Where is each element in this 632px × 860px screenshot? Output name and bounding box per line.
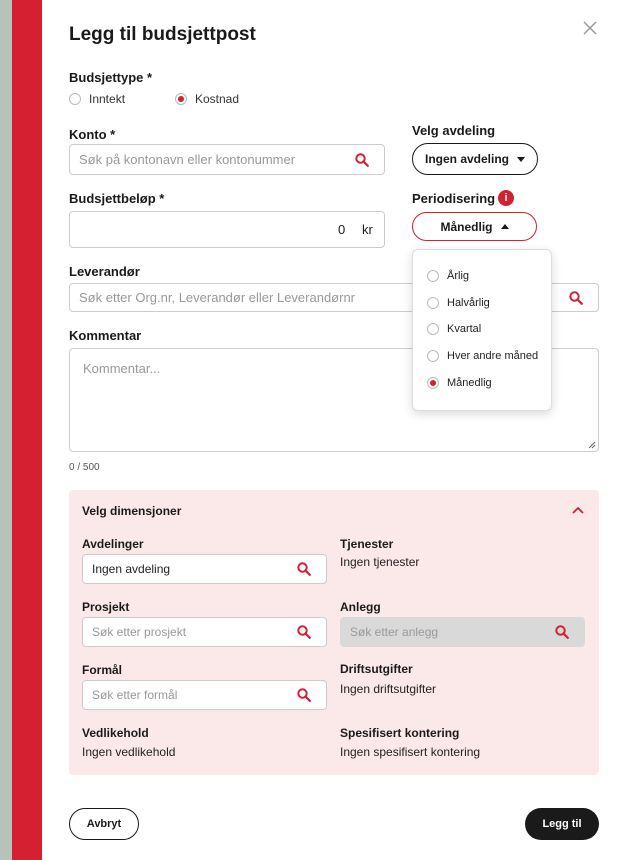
chevron-up-icon [501,224,509,229]
account-placeholder: Søk på kontonavn eller kontonummer [79,152,296,167]
search-icon [297,562,311,576]
radio-income[interactable] [69,92,125,106]
radio-circle [427,270,439,282]
dim-specified-value: Ingen spesifisert kontering [340,745,481,759]
search-icon [297,625,311,639]
period-option-yearly[interactable] [427,270,469,282]
brand-strip [12,0,42,860]
dim-specified-label: Spesifisert kontering [340,726,460,740]
period-option-label: Kvartal [447,323,482,335]
radio-expense-label: Kostnad [195,92,240,106]
comment-placeholder: Kommentar... [83,361,161,376]
amount-input[interactable] [69,211,385,248]
periodization-label: Periodisering [412,191,496,206]
chevron-up-icon[interactable] [571,504,585,516]
radio-expense[interactable] [175,92,239,106]
radio-circle-checked [427,377,439,389]
account-search-input[interactable] [69,144,385,175]
dim-purpose-placeholder: Søk etter formål [92,688,178,702]
periodization-value: Månedlig [440,219,493,234]
radio-circle [69,93,81,105]
supplier-label: Leverandør [69,264,140,279]
close-icon[interactable] [580,18,600,38]
dim-maintenance-value: Ingen vedlikehold [82,745,176,759]
budget-type-label: Budsjettype * [69,70,153,85]
dimensions-panel [69,490,599,775]
department-label: Velg avdeling [412,123,496,138]
resize-handle-icon[interactable] [588,441,596,449]
dim-facility-label: Anlegg [340,600,381,614]
period-option-label: Månedlig [447,377,492,389]
account-label: Konto * [69,127,116,142]
department-select[interactable] [412,143,538,175]
backdrop [0,0,12,860]
dim-departments-label: Avdelinger [82,537,144,551]
period-option-bimonthly[interactable] [427,350,538,362]
search-icon [569,291,583,305]
supplier-placeholder: Søk etter Org.nr, Leverandør eller Leverandørnr [79,290,356,305]
period-option-monthly[interactable] [427,377,492,389]
radio-circle [427,323,439,335]
comment-label: Kommentar [69,328,142,343]
add-button[interactable]: Legg til [525,808,599,840]
search-icon [355,153,369,167]
dim-project-placeholder: Søk etter prosjekt [92,625,187,639]
info-icon[interactable]: i [498,190,514,206]
dim-project-input[interactable] [82,617,327,647]
chevron-down-icon [517,157,525,162]
period-option-half-yearly[interactable] [427,297,490,309]
modal-title: Legg til budsjettpost [69,24,256,45]
amount-label: Budsjettbeløp * [69,191,165,206]
dim-operating-label: Driftsutgifter [340,662,413,676]
period-option-label: Halvårlig [447,297,490,309]
amount-value: 0 [338,222,346,237]
dim-purpose-label: Formål [82,663,123,677]
period-option-quarterly[interactable] [427,323,481,335]
dim-departments-input[interactable] [82,554,327,584]
add-budget-post-modal [42,0,632,860]
periodization-dropdown [412,249,552,411]
period-option-label: Hver andre måned [447,350,539,362]
dim-maintenance-label: Vedlikehold [82,726,149,740]
comment-counter: 0 / 500 [69,462,100,473]
dim-project-label: Prosjekt [82,600,130,614]
search-icon [555,625,569,639]
amount-unit: kr [362,222,373,237]
dimensions-title: Velg dimensjoner [82,504,182,518]
dim-purpose-input[interactable] [82,680,327,710]
dim-facility-input [340,617,585,647]
radio-circle [427,350,439,362]
department-value: Ingen avdeling [424,152,509,166]
period-option-label: Årlig [447,270,470,282]
cancel-button[interactable]: Avbryt [69,808,139,840]
dim-departments-value: Ingen avdeling [92,562,171,576]
periodization-select[interactable] [412,212,537,241]
radio-circle-checked [175,93,187,105]
radio-income-label: Inntekt [89,92,126,106]
dim-operating-value: Ingen driftsutgifter [340,682,437,696]
dim-facility-placeholder: Søk etter anlegg [350,625,439,639]
search-icon [297,688,311,702]
radio-circle [427,297,439,309]
dim-services-value: Ingen tjenester [340,555,420,569]
dim-services-label: Tjenester [340,537,394,551]
